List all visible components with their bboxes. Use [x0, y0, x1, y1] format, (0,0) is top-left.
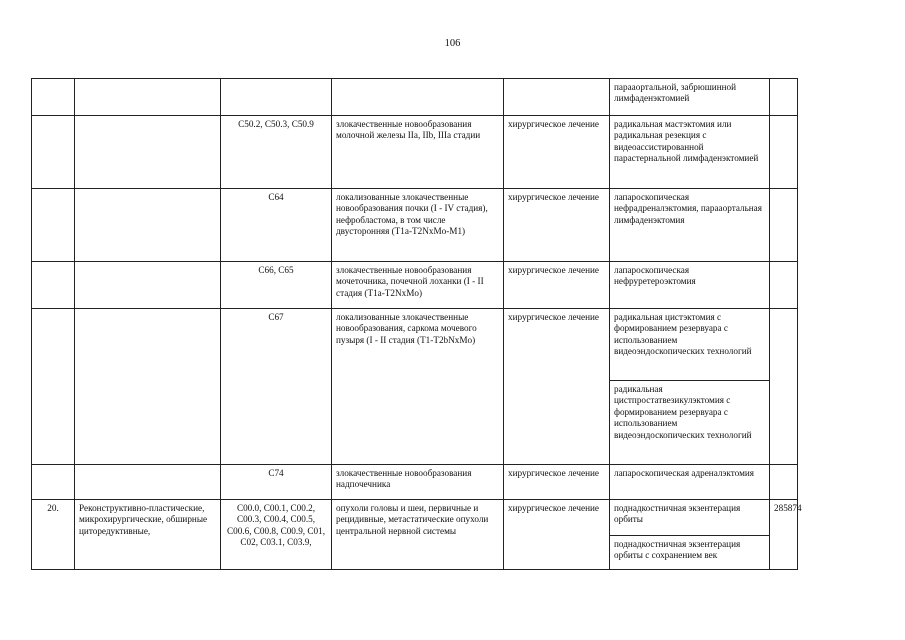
treatment-cell: [504, 79, 610, 116]
disease-cell: [332, 79, 504, 116]
table-row: [32, 309, 798, 381]
method-cell: радикальная цистпростатвезикулэктомия с формированием резервуара с использованием видеоэндоскопических технологий: [610, 381, 770, 465]
table-row: [32, 79, 798, 116]
treatment-cell: хирургическое лечение: [504, 262, 610, 309]
name-cell: [75, 465, 221, 500]
cost-cell: [770, 116, 798, 189]
method-cell: парааортальной, забрюшинной лимфаденэктомией: [610, 79, 770, 116]
cost-cell: 285874: [770, 500, 798, 570]
name-cell: Реконструктивно-пластические, микрохирургические, обширные циторедуктивные,: [75, 500, 221, 570]
table-row: [32, 465, 798, 500]
name-cell: [75, 309, 221, 465]
codes-cell: [221, 79, 332, 116]
codes-cell: C64: [221, 189, 332, 262]
disease-cell: злокачественные новообразования молочной железы IIa, IIb, IIIa стадии: [332, 116, 504, 189]
num-cell: [32, 79, 75, 116]
name-cell: [75, 116, 221, 189]
num-cell: [32, 465, 75, 500]
num-cell: 20.: [32, 500, 75, 570]
disease-cell: локализованные злокачественные новообразования почки (I - IV стадия), нефробластома, в том числе двусторонняя (T1a-T2NxMo-M1): [332, 189, 504, 262]
disease-cell: злокачественные новообразования надпочечника: [332, 465, 504, 500]
cost-cell: [770, 262, 798, 309]
codes-cell: C50.2, C50.3, C50.9: [221, 116, 332, 189]
name-cell: [75, 189, 221, 262]
method-cell: поднадкостничная экзентерация орбиты с сохранением век: [610, 536, 770, 570]
cost-cell: [770, 189, 798, 262]
treatment-cell: хирургическое лечение: [504, 116, 610, 189]
treatment-cell: хирургическое лечение: [504, 189, 610, 262]
method-cell: лапароскопическая нефруретероэктомия: [610, 262, 770, 309]
medical-care-table: [31, 78, 802, 570]
method-cell: радикальная цистэктомия с формированием резервуара с использованием видеоэндоскопических технологий: [610, 309, 770, 381]
name-cell: [75, 79, 221, 116]
cost-cell: [770, 465, 798, 500]
method-cell: лапароскопическая адреналэктомия: [610, 465, 770, 500]
treatment-cell: хирургическое лечение: [504, 309, 610, 465]
disease-cell: опухоли головы и шеи, первичные и рецидивные, метастатические опухоли центральной нервной системы: [332, 500, 504, 570]
codes-cell: C74: [221, 465, 332, 500]
page-number: 106: [444, 38, 461, 49]
disease-cell: злокачественные новообразования мочеточника, почечной лоханки (I - II стадия (T1a-T2NxMo): [332, 262, 504, 309]
codes-cell: C66, C65: [221, 262, 332, 309]
num-cell: [32, 116, 75, 189]
method-cell: лапароскопическая нефрадреналэктомия, парааортальная лимфаденэктомия: [610, 189, 770, 262]
table-row: [32, 189, 798, 262]
table-row: [32, 116, 798, 189]
method-cell: радикальная мастэктомия или радикальная резекция с видеоассистированной парастернальной лимфаденэктомией: [610, 116, 770, 189]
treatment-cell: хирургическое лечение: [504, 465, 610, 500]
name-cell: [75, 262, 221, 309]
cost-cell: [770, 79, 798, 116]
codes-cell: C67: [221, 309, 332, 465]
codes-cell: C00.0, C00.1, C00.2, C00.3, C00.4, C00.5, C00.6, C00.8, C00.9, C01, C02, C03.1, C03.9,: [221, 500, 332, 570]
table-row: [32, 500, 798, 536]
method-cell: поднадкостничная экзентерация орбиты: [610, 500, 770, 536]
disease-cell: локализованные злокачественные новообразования, саркома мочевого пузыря (I - II стадия (T1-T2bNxMo): [332, 309, 504, 465]
num-cell: [32, 262, 75, 309]
treatment-cell: хирургическое лечение: [504, 500, 610, 570]
table-row: [32, 262, 798, 309]
num-cell: [32, 189, 75, 262]
num-cell: [32, 309, 75, 465]
cost-cell: [770, 309, 798, 465]
